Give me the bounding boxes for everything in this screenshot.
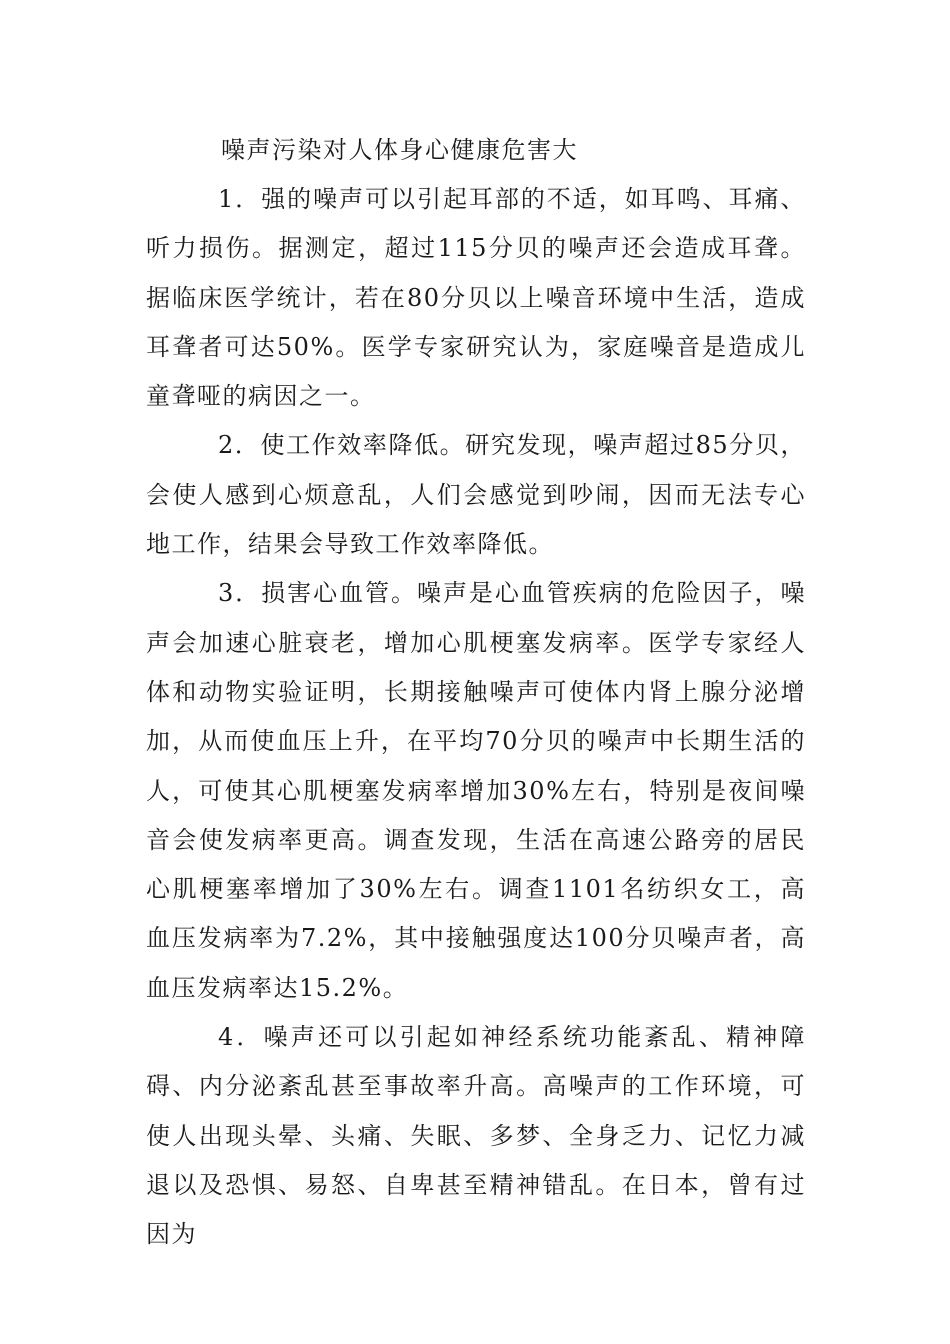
document-body bbox=[146, 126, 806, 1260]
paragraph-1: 1．强的噪声可以引起耳部的不适，如耳鸣、耳痛、听力损伤。据测定，超过115分贝的噪声还会造成耳聋。据临床医学统计，若在80分贝以上噪音环境中生活，造成耳聋者可达50%。医学专家研究认为，家庭噪音是造成儿童聋哑的病因之一。 bbox=[146, 185, 806, 411]
paragraph-3: 3．损害心血管。噪声是心血管疾病的危险因子，噪声会加速心脏衰老，增加心肌梗塞发病率。医学专家经人体和动物实验证明，长期接触噪声可使体内肾上腺分泌增加，从而使血压上升，在平均70分贝的噪声中长期生活的人，可使其心肌梗塞发病率增加30%左右，特别是夜间噪音会使发病率更高。调查发现，生活在高速公路旁的居民心肌梗塞率增加了30%左右。调查1101名纺织女工，高血压发病率为7.2%，其中接触强度达100分贝噪声者，高血压发病率达15.2%。 bbox=[146, 579, 806, 1002]
paragraph-4: 4．噪声还可以引起如神经系统功能紊乱、精神障碍、内分泌紊乱甚至事故率升高。高噪声的工作环境，可使人出现头晕、头痛、失眠、多梦、全身乏力、记忆力减退以及恐惧、易怒、自卑甚至精神错乱。在日本，曾有过因为 bbox=[146, 1023, 806, 1249]
document-title: 噪声污染对人体身心健康危害大 bbox=[221, 136, 578, 164]
paragraph-2: 2．使工作效率降低。研究发现，噪声超过85分贝，会使人感到心烦意乱，人们会感觉到吵闹，因而无法专心地工作，结果会导致工作效率降低。 bbox=[146, 431, 806, 559]
